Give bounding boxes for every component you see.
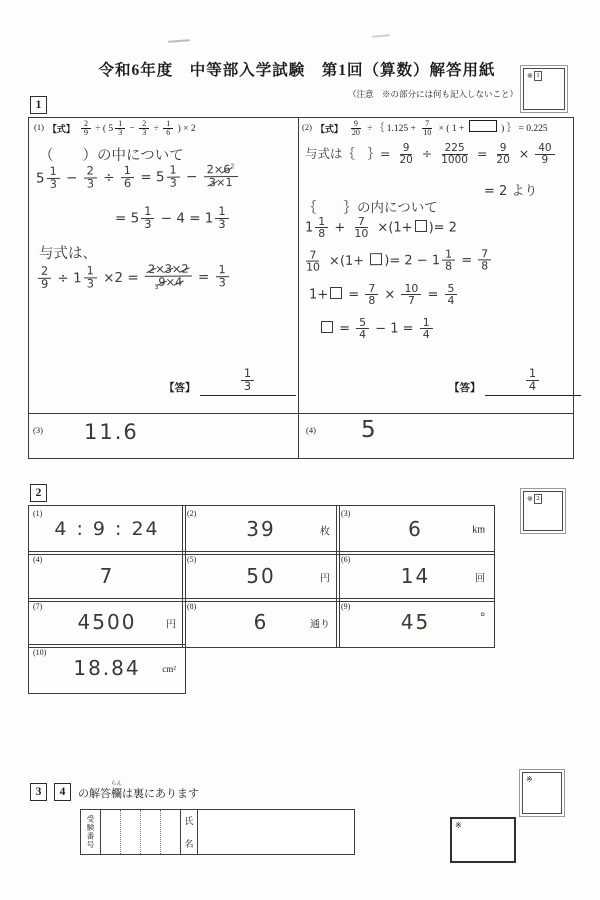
- shiki-label: 【式】: [47, 124, 75, 134]
- cell-number: (6): [341, 555, 351, 564]
- grading-box-2: [523, 491, 563, 531]
- name-label: [180, 810, 198, 854]
- kome-symbol: ※: [527, 71, 533, 80]
- p2-work-line-1: 与式は｛ ｝= $\frac{9}{20}$ ÷ $\frac{225}{1000}$ = $\frac{9}{20}$ × $\frac{40}{9}$: [305, 143, 557, 166]
- cell-number: (10): [33, 648, 47, 657]
- page-title: 令和6年度 中等部入学試験 第1回（算数）解答用紙: [98, 62, 496, 79]
- scan-artifact: [372, 34, 390, 38]
- note-pre: の解答: [78, 788, 111, 800]
- kome-symbol: ※: [455, 821, 462, 830]
- problem1-header: [34, 119, 196, 138]
- problem2-formula: $\frac{9}{20}$ ÷ ｛ 1.125 + $\frac{7}{10}$ × ( 1 + ) ｝ = 0.225: [351, 119, 548, 138]
- cell-value: 14: [400, 563, 431, 588]
- kome-symbol: ※: [527, 494, 533, 503]
- p2-answer-value: $\frac{1}{4}$: [524, 368, 541, 393]
- note-text: [78, 781, 199, 801]
- cell-number: (5): [187, 555, 197, 564]
- name-label-char: 氏: [184, 816, 194, 826]
- cell-number: (1): [33, 509, 43, 518]
- answer-cell-6: [336, 551, 495, 602]
- answer-line: [485, 361, 581, 396]
- p4-label: (4): [306, 425, 316, 435]
- p2-answer-block: [449, 361, 581, 396]
- cell-unit: 円: [320, 573, 330, 584]
- problem2-header: [302, 119, 548, 138]
- p1-answer-block: [164, 361, 296, 396]
- row-divider: [29, 413, 573, 414]
- p2-work-line-2: = 2 より: [484, 184, 538, 199]
- cell-value: 45: [400, 610, 431, 635]
- cell-unit: 枚: [320, 526, 330, 538]
- answer-cell-8: [182, 598, 340, 648]
- cell-value: 6: [408, 517, 423, 542]
- answer-cell-9: [336, 598, 495, 648]
- examinee-info-table: [80, 809, 355, 855]
- section3-label: 3: [30, 783, 47, 801]
- examinee-number-cell: [121, 810, 141, 854]
- note-ruby-text: らん: [110, 781, 123, 787]
- cell-number: (8): [187, 602, 197, 611]
- problem1-formula: $\frac{2}{9}$ ÷ ( 5 $\frac{1}{3}$ − $\frac{2}{3}$ ÷ $\frac{1}{6}$ ) × 2: [79, 120, 196, 138]
- p2-work-line-6: 1+ = $\frac{7}{8}$ × $\frac{10}{7}$ = $\frac{5}{4}$: [309, 283, 459, 307]
- p2-work-line-4: 1 $\frac{1}{8}$ + $\frac{7}{10}$ ×(1+ )= 2: [305, 215, 457, 241]
- p1-work-line-4: 与式は、: [39, 246, 97, 262]
- p1-work-line-2: 5 $\frac{1}{3}$ − $\frac{2}{3}$ ÷ $\frac{1}{6}$ = 5 $\frac{1}{3}$ − $\frac{2\times 6^2}{3\times 1}$: [36, 164, 240, 191]
- cell-unit: cm²: [162, 664, 176, 674]
- p2-work-line-5: $\frac{7}{10}$ ×(1+ )= 2 − 1 $\frac{1}{8}$ = $\frac{7}{8}$: [301, 248, 493, 273]
- p2-work-line-3: ｛ ｝の内について: [303, 200, 438, 216]
- answer-label: 【答】: [449, 383, 481, 394]
- notice-text: （注意 ※の部分には何も記入しないこと）: [347, 89, 518, 99]
- cell-value: 18.84: [73, 656, 141, 681]
- answer-cell-7: [28, 598, 186, 648]
- cell-number: (9): [341, 602, 351, 611]
- problem-number: (1): [34, 122, 44, 132]
- p1-work-line-1: （ ）の中について: [39, 148, 184, 164]
- cell-number: (7): [33, 602, 43, 611]
- cell-value: 7: [99, 563, 115, 588]
- scan-artifact: [168, 39, 190, 43]
- examinee-number-label: 受験番号: [81, 810, 101, 854]
- note-ruby-base: 欄: [111, 788, 122, 800]
- cell-number: (3): [341, 509, 351, 518]
- cell-unit: °: [480, 609, 485, 624]
- grading-box-3: [522, 772, 562, 814]
- answer-cell-3: [336, 505, 495, 555]
- back-side-note: [30, 783, 199, 801]
- answer-cell-2: [182, 505, 340, 555]
- p1-work-line-3: = 5 $\frac{1}{3}$ − 4 = 1 $\frac{1}{3}$: [115, 206, 231, 231]
- p3-answer-value: 11.6: [84, 420, 139, 444]
- cell-value: 4500: [77, 610, 137, 635]
- cell-number: (2): [187, 509, 197, 518]
- note-ruby: [110, 781, 123, 801]
- cell-unit: 回: [475, 573, 485, 584]
- cell-unit: 円: [166, 619, 176, 631]
- cell-unit: 通り: [310, 619, 330, 631]
- p3-label: (3): [33, 425, 43, 435]
- cell-value: 39: [246, 517, 276, 542]
- answer-cell-1: [28, 505, 186, 555]
- answer-label: 【答】: [164, 383, 196, 394]
- section1-label: 1: [30, 96, 47, 114]
- examinee-number-cell: [161, 810, 180, 854]
- cell-number: (4): [33, 555, 43, 564]
- p4-answer-value: 5: [361, 417, 376, 443]
- answer-cell-5: [182, 551, 340, 602]
- p1-work-line-5: $\frac{2}{9}$ ÷ 1 $\frac{1}{3}$ ×2 = $\frac{2\times 3\times 2}{_39\times 4}$ = $\frac{1}{3}$: [36, 263, 231, 292]
- cell-unit: km: [472, 524, 485, 536]
- name-label-char: 名: [184, 839, 194, 849]
- answer-cell-4: [28, 551, 186, 602]
- examinee-number-cell: [101, 810, 121, 854]
- cell-value: 6: [253, 610, 269, 635]
- grading-box-1: [523, 68, 565, 110]
- p2-work-line-7: = $\frac{5}{4}$ − 1 = $\frac{1}{4}$: [319, 317, 435, 341]
- p1-answer-value: $\frac{1}{3}$: [239, 368, 256, 393]
- answer-cell-10: [28, 644, 186, 694]
- name-blank-field: [198, 810, 354, 854]
- column-divider: [298, 118, 299, 458]
- grading-box-number: 1: [534, 71, 542, 81]
- examinee-number-cell: [141, 810, 161, 854]
- shiki-label: 【式】: [315, 124, 343, 134]
- grading-box-number: 2: [534, 494, 542, 504]
- section1-box: [28, 117, 574, 459]
- problem-number: (2): [302, 122, 312, 132]
- section4-label: 4: [54, 783, 71, 801]
- grading-box-total: [450, 817, 516, 863]
- note-post: は裏にあります: [122, 788, 199, 800]
- cell-value: 50: [246, 563, 276, 588]
- cell-value: 4 : 9 : 24: [54, 518, 160, 541]
- section2-label: 2: [30, 484, 47, 502]
- kome-symbol: ※: [526, 775, 533, 784]
- answer-line: [200, 361, 296, 396]
